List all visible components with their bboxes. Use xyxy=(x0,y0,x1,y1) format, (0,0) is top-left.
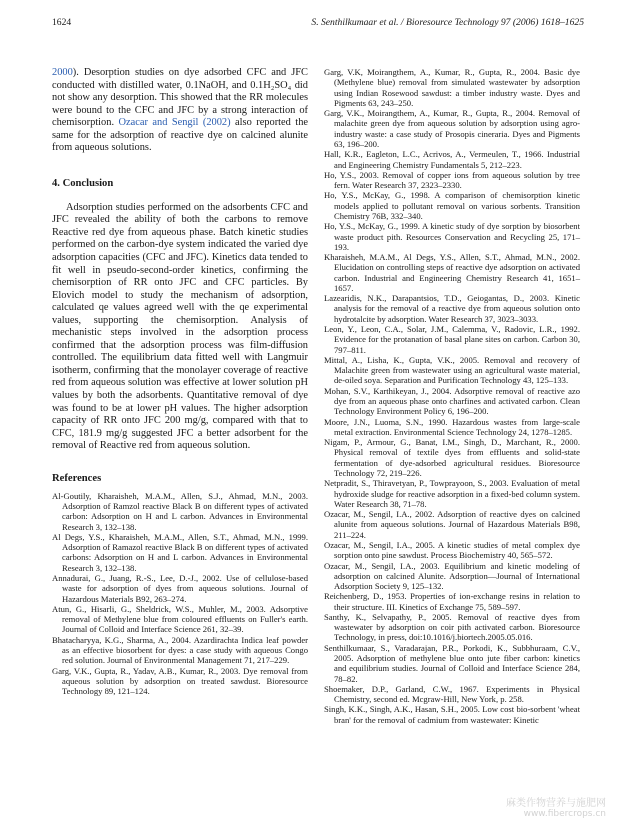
reference-entry: Annadurai, G., Juang, R.-S., Lee, D.-J., 2002. Use of cellulose-based waste for adsorption of dyes from aqueous solutions. Journal of Hazardous Materials B92, 263–274. xyxy=(52,573,308,604)
conclusion-heading: 4. Conclusion xyxy=(52,177,114,189)
reference-entry: Senthilkumaar, S., Varadarajan, P.R., Porkodi, K., Subbhuraam, C.V., 2005. Adsorption of methylene blue onto jute fiber carbon: kinetics and equilibrium studies. Journal of Colloid and Interface Science 284, 78–82. xyxy=(324,642,580,684)
reference-entry: Santhy, K., Selvapathy, P., 2005. Removal of reactive dyes from wastewater by adsorption on coir pith activated carbon. Bioresource Technology, in press, doi:10.1016/j.biortech.2005.05.016. xyxy=(324,611,580,643)
reference-entry: Leon, Y., Leon, C.A., Solar, J.M., Calemma, V., Radovic, L.R., 1992. Evidence for the protanation of basal plane sites on carbon. Carbon 30, 797–811. xyxy=(324,324,580,355)
reference-entry: Garg, V.K, Moirangthem, A., Kumar, R., Gupta, R., 2004. Basic dye (Methylene blue) removal from simulated wastewater by adsorption using Indian Rosewood sawdust: a timber industry waste. Dyes and Pigments 63, 243–250. xyxy=(324,67,580,108)
reference-entry: Atun, G., Hisarli, G., Sheldrick, W.S., Muhler, M., 2003. Adsorptive removal of Methylene blue from coloured effluents on Fuller's earth. Journal of Colloid and Interface Science 261, 32–39. xyxy=(52,603,308,635)
watermark-url: www.fibercrops.cn xyxy=(523,809,606,819)
reference-entry: Lazearidis, N.K., Darapantsios, T.D., Geiogantas, D., 2003. Kinetic analysis for the removal of a reactive dye from aqueous solution onto hydrotalcite by adsorption. Water Research 37, 3023–3033. xyxy=(324,293,580,324)
reference-entry: Reichenberg, D., 1953. Properties of ion-exchange resins in relation to their structure. III. Kinetics of Exchange 75, 589–597. xyxy=(324,591,580,612)
left-column xyxy=(52,67,308,696)
reference-entry: Moore, J.N., Luoma, S.N., 1990. Hazardous wastes from large-scale metal extraction. Environmental Science Technology 24, 1278–1285. xyxy=(324,416,580,437)
reference-entry: Ozacar, M., Sengil, I.A., 2005. A kinetic studies of metal complex dye sorption onto pine sawdust. Process Biochemistry 40, 565–572. xyxy=(324,539,580,561)
reference-entry: Al Degs, Y.S., Kharaisheh, M.A.M., Allen, S.T., Ahmad, M.N., 1999. Adsorption of Ramazol reactive Black B on different types of activated carbons: Adsorption on H and L carbon. Advances in Environmental Research 3, 132–138. xyxy=(52,531,308,573)
citation-link[interactable]: 2000 xyxy=(52,67,73,78)
reference-entry: Mohan, S.V., Karthikeyan, J., 2004. Adsorptive removal of reactive azo dye from an aqueous phase onto charfines and activated carbon. Clean Technology Environment Policy 6, 196–200. xyxy=(324,385,580,417)
citation-link[interactable]: Ozacar and Sengil (2002) xyxy=(118,117,231,129)
reference-entry: Singh, K.K., Singh, A.K., Hasan, S.H., 2005. Low cost bio-sorbent 'wheat bran' for the removal of cadmium from wastewater: Kinetic xyxy=(324,704,580,725)
watermark xyxy=(506,798,606,820)
reference-entry: Bhatacharyya, K.G., Sharma, A., 2004. Azardirachta Indica leaf powder as an effective biosorbent for dyes: a case study with aqueous Congo red solution. Journal of Environmental Management 71, 217–229. xyxy=(52,634,308,666)
references-heading: References xyxy=(52,472,102,484)
paragraph-text: ). Desorption studies on dye adsorbed CFC and JFC conducted with distilled water, 0.1NaOH, and 0.1H₂SO₄ did not show any desorption. This showed that the RR molecules were bound to the CFC and JFC by a strong interaction of chemisorption. xyxy=(52,67,308,129)
reference-entry: Ozacar, M., Sengil, I.A., 2002. Adsorption of reactive dyes on calcined alunite from aqueous solutions. Journal of Hazardous Materials B98, 211–224. xyxy=(324,509,580,540)
running-head: S. Senthilkumaar et al. / Bioresource Technology 97 (2006) 1618–1625 xyxy=(311,17,584,28)
reference-list-right xyxy=(324,67,580,725)
reference-entry: Ho, Y.S., McKay, G., 1998. A comparison of chemisorption kinetic models applied to pollutant removal on various sorbents. Transition Chemistry 76B, 332–340. xyxy=(324,190,580,221)
page-header xyxy=(52,17,584,31)
paragraph-text: also reported the same for the adsorption of reactive dye on calcined alunite from aqueous solutions. xyxy=(52,117,309,154)
conclusion-paragraph: Adsorption studies performed on the adsorbents CFC and JFC revealed the ability of both the carbons to remove Reactive red dye from aqueous phase. Batch kinetic studies performed on the carbon-dye system indicated the varied dye adsorption capacities (CFC and JFC). Kinetics data tended to fit well in pseudo-second-order kinetics, confirming the chemisorption of RR onto JFC and CFC particles. By Elovich model to study the mechanism of adsorption, calculated qe values agreed well with the qe experimental values, supporting the chemisorption. Analysis of mechanistic steps involved in the adsorption process confirmed that the adsorption process was film-diffusion controlled. The equilibrium data fitted well with Langmuir isotherm, confirming that the monolayer coverage of reactive red from aqueous solution was effective at lower solution pH values by both the adsorbents. Quantitative removal of dye was found to be at lower pH values. The higher adsorption capacity of RR onto JFC 200 mg/g, compared with that to CFC, 181.9 mg/g suggested JFC a better adsorbent for the removal of Reactive red from aqueous solution. xyxy=(52,201,308,452)
right-column xyxy=(324,67,580,725)
reference-entry: Garg, V.K., Moirangthem, A., Kumar, R., Gupta, R., 2004. Removal of malachite green dye from aqueous solution by adsorption using agro-industry waste: a case study of Prosopis cineraria. Dyes and Pigments 63, 196–200. xyxy=(324,108,580,149)
reference-entry: Nigam, P., Armour, G., Banat, I.M., Singh, D., Marchant, R., 2000. Physical removal of textile dyes from effluents and solid-state fermentation of dye-adsorbed agricultural residues. Bioresource Technology 72, 219–226. xyxy=(324,437,580,478)
reference-entry: Shoemaker, D.P., Garland, C.W., 1967. Experiments in Physical Chemistry, second ed. Mcgraw-Hill, New York, p. 258. xyxy=(324,683,580,705)
reference-entry: Hall, K.R., Eagleton, L.C., Acrivos, A., Vermeulen, T., 1966. Industrial and Engineering Chemistry Fundamentals 5, 212–223. xyxy=(324,149,580,170)
watermark-site-name: 麻类作物营养与施肥网 xyxy=(506,798,606,809)
reference-entry: Kharaisheh, M.A.M., Al Degs, Y.S., Allen, S.T., Ahmad, M.N., 2002. Elucidation on controlling steps of reactive dye adsorption on activated carbon. Industrial and Engineering Chemistry Research 41, 1651–1657. xyxy=(324,252,580,293)
reference-entry: Al-Goutily, Kharaisheh, M.A.M., Allen, S.J., Ahmad, M.N., 2003. Adsorption of Ramzol reactive Black B on different types of activated carbon: Adsorption on H and L carbon. Advances in Environmental Research 3, 132–138. xyxy=(52,490,308,532)
reference-list-left xyxy=(52,491,308,697)
reference-entry: Garg, V.K., Gupta, R., Yadav, A.B., Kumar, R., 2003. Dye removal from aqueous solution by adsorption on treated sawdust. Bioresource Technology 89, 121–124. xyxy=(52,665,308,697)
reference-entry: Ozacar, M., Sengil, I.A., 2003. Equilibrium and kinetic modeling of adsorption on calcined Alunite. Adsorption—Journal of International Adsorption Society 9, 125–132. xyxy=(324,560,580,592)
reference-entry: Ho, Y.S., McKay, G., 1999. A kinetic study of dye sorption by biosorbent waste product pith. Resources Conservation and Recycling 25, 171–193. xyxy=(324,221,580,252)
reference-entry: Ho, Y.S., 2003. Removal of copper ions from aqueous solution by tree fern. Water Research 37, 2323–2330. xyxy=(324,169,580,191)
continuation-paragraph xyxy=(52,67,308,155)
reference-entry: Mittal, A., Lisha, K., Gupta, V.K., 2005. Removal and recovery of Malachite green from wastewater using an agricultural waste material, de-oiled soya. Separation and Purification Technology 43, 125–133. xyxy=(324,354,580,386)
page-number: 1624 xyxy=(52,17,72,28)
reference-entry: Netpradit, S., Thiravetyan, P., Towprayoon, S., 2003. Evaluation of metal hydroxide sludge for reactive adsorption in a fixed-bed column system. Water Research 38, 71–78. xyxy=(324,478,580,509)
